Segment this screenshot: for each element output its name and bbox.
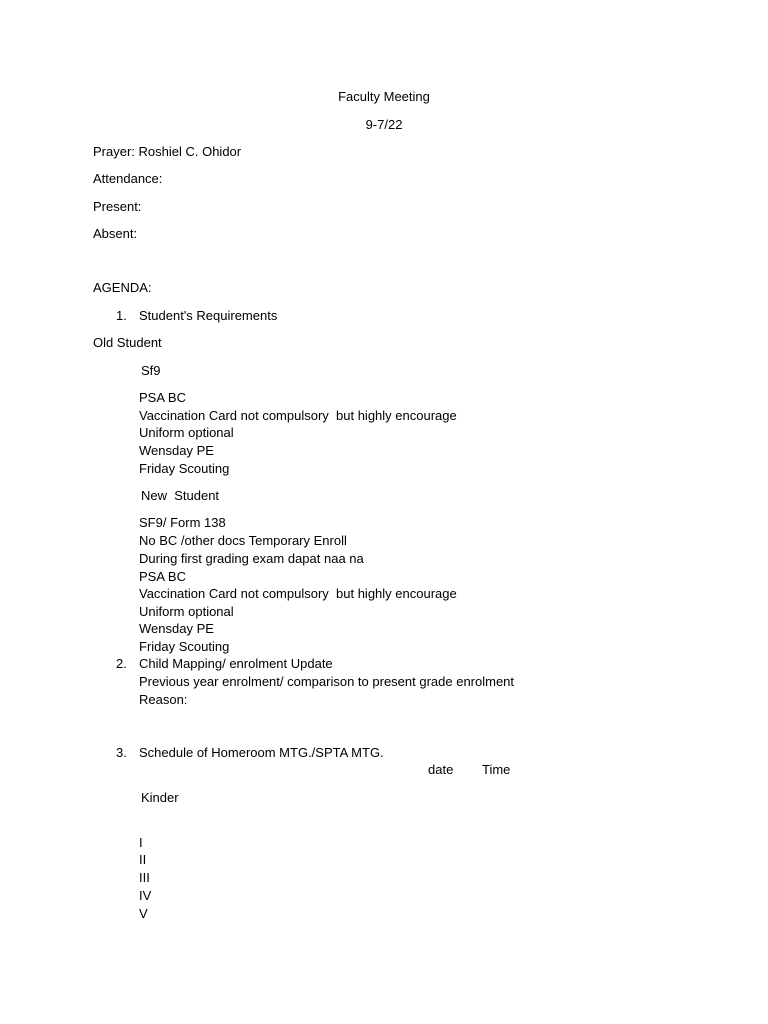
attendance-label: Attendance: [93,171,163,186]
grade-level-label: V [139,906,148,921]
grade-level-label: IV [139,888,152,903]
list-item: PSA BC [139,569,186,584]
meeting-date: 9-7/22 [365,117,403,132]
list-item: During first grading exam dapat naa na [139,551,364,566]
absent-label: Absent: [93,226,138,241]
list-item: Vaccination Card not compulsory but highly encourage [139,586,457,601]
agenda-item-title: Child Mapping/ enrolment Update [139,656,333,671]
agenda-heading: AGENDA: [93,280,152,295]
list-item: No BC /other docs Temporary Enroll [139,533,347,548]
list-item: Vaccination Card not compulsory but highly encourage [139,408,457,423]
document-title: Faculty Meeting [338,89,430,104]
agenda-item-number: 2. [116,656,127,671]
present-label: Present: [93,199,142,214]
list-item: Reason: [139,692,188,707]
prayer-line: Prayer: Roshiel C. Ohidor [93,144,242,159]
grade-level-label: III [139,870,150,885]
list-item: SF9/ Form 138 [139,515,226,530]
list-item: Wensday PE [139,621,214,636]
agenda-item-title: Student's Requirements [139,308,278,323]
agenda-item-title: Schedule of Homeroom MTG./SPTA MTG. [139,745,384,760]
list-item: Friday Scouting [139,461,230,476]
grade-level-label: Kinder [141,790,179,805]
agenda-item-number: 1. [116,308,127,323]
old-student-heading: Old Student [93,335,162,350]
list-item: Sf9 [141,363,161,378]
time-column-header: Time [482,762,511,777]
list-item: Wensday PE [139,443,214,458]
list-item: Uniform optional [139,425,234,440]
agenda-item-number: 3. [116,745,127,760]
list-item: Previous year enrolment/ comparison to present grade enrolment [139,674,515,689]
grade-level-label: I [139,835,143,850]
list-item: Friday Scouting [139,639,230,654]
list-item: PSA BC [139,390,186,405]
new-student-heading: New Student [141,488,220,503]
grade-level-label: II [139,852,147,867]
list-item: Uniform optional [139,604,234,619]
date-column-header: date [428,762,454,777]
